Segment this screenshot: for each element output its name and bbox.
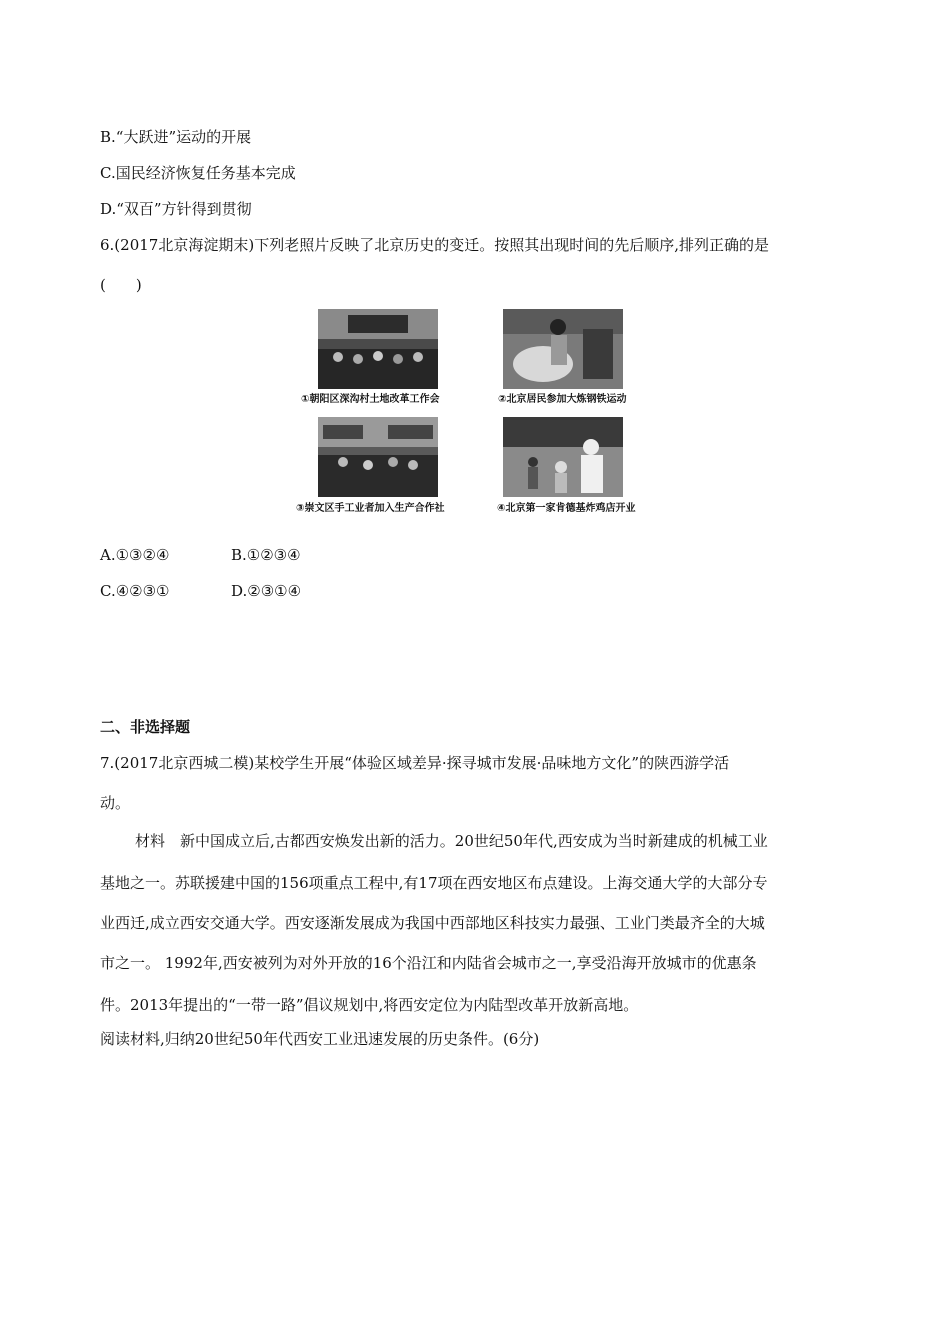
land-reform-meeting-photo (318, 309, 438, 389)
q6-option-a: A.①③②④ (100, 546, 170, 564)
q6-option-d: D.②③①④ (231, 582, 302, 600)
question-7-stem-cont: 动。 (100, 794, 131, 812)
photo-caption-3: ③崇文区手工业者加入生产合作社 (296, 503, 445, 514)
steel-campaign-photo (503, 309, 623, 389)
photo-caption-1: ①朝阳区深沟村土地改革工作会 (301, 394, 440, 405)
section-heading: 二、非选择题 (100, 718, 191, 736)
photo-caption-2: ②北京居民参加大炼钢铁运动 (498, 394, 627, 405)
kfc-opening-photo (503, 417, 623, 497)
question-7-prompt: 阅读材料,归纳20世纪50年代西安工业迅速发展的历史条件。(6分) (100, 1030, 540, 1048)
question-6-blank: ( ) (100, 276, 142, 294)
option-b: B.“大跃进”运动的开展 (100, 128, 252, 146)
material-line: 件。2013年提出的“一带一路”倡议规划中,将西安定位为内陆型改革开放新高地。 (100, 996, 639, 1014)
option-c: C.国民经济恢复任务基本完成 (100, 164, 296, 182)
material-line: 业西迁,成立西安交通大学。西安逐渐发展成为我国中西部地区科技实力最强、工业门类最齐全的大城 (100, 914, 765, 932)
question-7-stem: 7.(2017北京西城二模)某校学生开展“体验区域差异·探寻城市发展·品味地方文化”的陕西游学活 (100, 754, 730, 772)
cooperative-photo (318, 417, 438, 497)
question-6-stem: 6.(2017北京海淀期末)下列老照片反映了北京历史的变迁。按照其出现时间的先后顺序,排列正确的是 (100, 236, 769, 254)
option-d: D.“双百”方针得到贯彻 (100, 200, 252, 218)
material-line: 材料 新中国成立后,古都西安焕发出新的活力。20世纪50年代,西安成为当时新建成的机械工业 (135, 832, 768, 850)
photo-caption-4: ④北京第一家肯德基炸鸡店开业 (497, 503, 636, 514)
material-line: 市之一。 1992年,西安被列为对外开放的16个沿江和内陆省会城市之一,享受沿海开放城市的优惠条 (100, 954, 757, 972)
material-line: 基地之一。苏联援建中国的156项重点工程中,有17项在西安地区布点建设。上海交通大学的大部分专 (100, 874, 768, 892)
q6-option-b: B.①②③④ (231, 546, 301, 564)
q6-option-c: C.④②③① (100, 582, 170, 600)
